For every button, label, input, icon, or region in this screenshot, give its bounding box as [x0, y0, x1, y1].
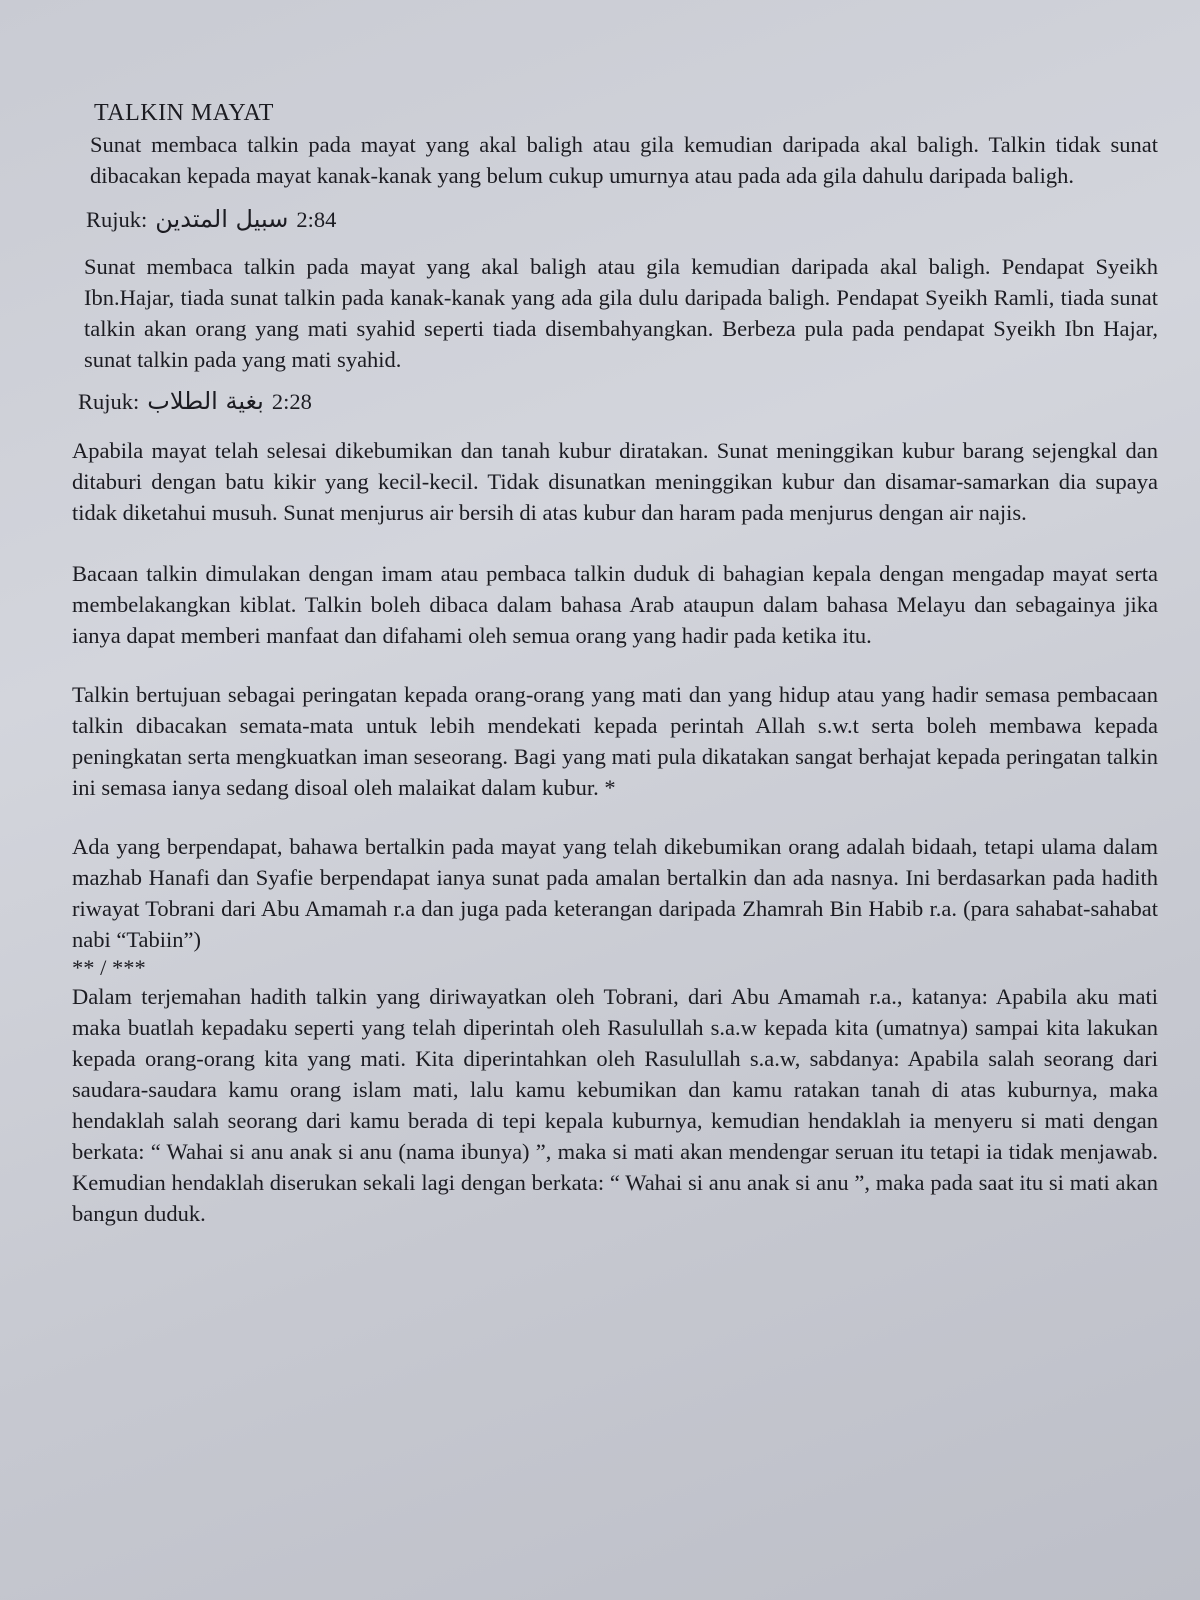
reference-citation: 2:84 — [296, 207, 337, 232]
reference-arabic-title: بغية الطلاب — [147, 387, 264, 415]
page-title: TALKIN MAYAT — [94, 100, 274, 126]
paragraph-4: Bacaan talkin dimulakan dengan imam atau pembaca talkin duduk di bahagian kepala dengan mengadap mayat serta membelakangkan kiblat. Talkin boleh dibaca dalam bahasa Arab ataupun dalam bahasa Melayu dan sebagainya jika ianya dapat memberi manfaat dan difahami oleh semua orang yang hadir pada ketika itu. — [72, 561, 1158, 648]
reference-citation: 2:28 — [271, 389, 312, 414]
paragraph-7: Dalam terjemahan hadith talkin yang diriwayatkan oleh Tobrani, dari Abu Amamah r.a., katanya: Apabila aku mati maka buatlah kepadaku seperti yang telah diperintah oleh Rasulullah s.a.w kepada kita (umatnya) sampai kita lakukan kepada orang-orang kita yang mati. Kita diperintahkan oleh Rasulullah s.a.w, sabdanya: Apabila salah seorang dari saudara-saudara kamu orang islam mati, lalu kamu kebumikan dan kamu ratakan tanah di atas kuburnya, maka hendaklah salah seorang dari kamu berada di tepi kepala kuburnya, kemudian hendaklah ia menyeru si mati dengan berkata: “ Wahai si anu anak si anu (nama ibunya) ”, maka si mati akan mendengar seruan itu tetapi ia tidak menjawab. Kemudian hendaklah diserukan sekali lagi dengan berkata: “ Wahai si anu anak si anu ”, maka pada saat itu si mati akan bangun duduk. — [72, 984, 1158, 1226]
reference-label: Rujuk: — [86, 207, 148, 232]
footnote-marks: ** / *** — [72, 955, 146, 980]
paragraph-3: Apabila mayat telah selesai dikebumikan dan tanah kubur diratakan. Sunat meninggikan kubur barang sejengkal dan ditaburi dengan batu kikir yang kecil-kecil. Tidak disunatkan meninggikan kubur dan disamar-samarkan dia supaya tidak diketahui musuh. Sunat menjurus air bersih di atas kubur dan haram pada menjurus dengan air najis. — [72, 438, 1158, 525]
reference-label: Rujuk: — [78, 389, 140, 414]
reference-2 — [78, 387, 1158, 415]
paragraph-2: Sunat membaca talkin pada mayat yang akal baligh atau gila kemudian daripada akal baligh. Pendapat Syeikh Ibn.Hajar, tiada sunat talkin pada kanak-kanak yang ada gila dulu daripada baligh. Pendapat Syeikh Ramli, tiada sunat talkin akan orang yang mati syahid seperti tiada disembahyangkan. Berbeza pula pada pendapat Syeikh Ibn Hajar, sunat talkin pada yang mati syahid. — [84, 254, 1158, 372]
reference-arabic-title: سبيل المتدين — [155, 205, 289, 233]
reference-1 — [86, 205, 1158, 233]
paragraph-5: Talkin bertujuan sebagai peringatan kepada orang-orang yang mati dan yang hidup atau yang hadir semasa pembacaan talkin dibacakan semata-mata untuk lebih mendekati kepada perintah Allah s.w.t serta boleh membawa kepada peningkatan serta mengkuatkan iman seseorang. Bagi yang mati pula dikatakan sangat berhajat kepada peringatan talkin ini semasa ianya sedang disoal oleh malaikat dalam kubur. * — [72, 682, 1158, 800]
paragraph-6: Ada yang berpendapat, bahawa bertalkin pada mayat yang telah dikebumikan orang adalah bidaah, tetapi ulama dalam mazhab Hanafi dan Syafie berpendapat ianya sunat pada amalan bertalkin dan ada nasnya. Ini berdasarkan pada hadith riwayat Tobrani dari Abu Amamah r.a dan juga pada keterangan daripada Zhamrah Bin Habib r.a. (para sahabat-sahabat nabi “Tabiin”) — [72, 834, 1158, 952]
paragraph-1: Sunat membaca talkin pada mayat yang akal baligh atau gila kemudian daripada akal baligh. Talkin tidak sunat dibacakan kepada mayat kanak-kanak yang belum cukup umurnya atau pada ada gila dahulu daripada baligh. — [90, 132, 1158, 188]
